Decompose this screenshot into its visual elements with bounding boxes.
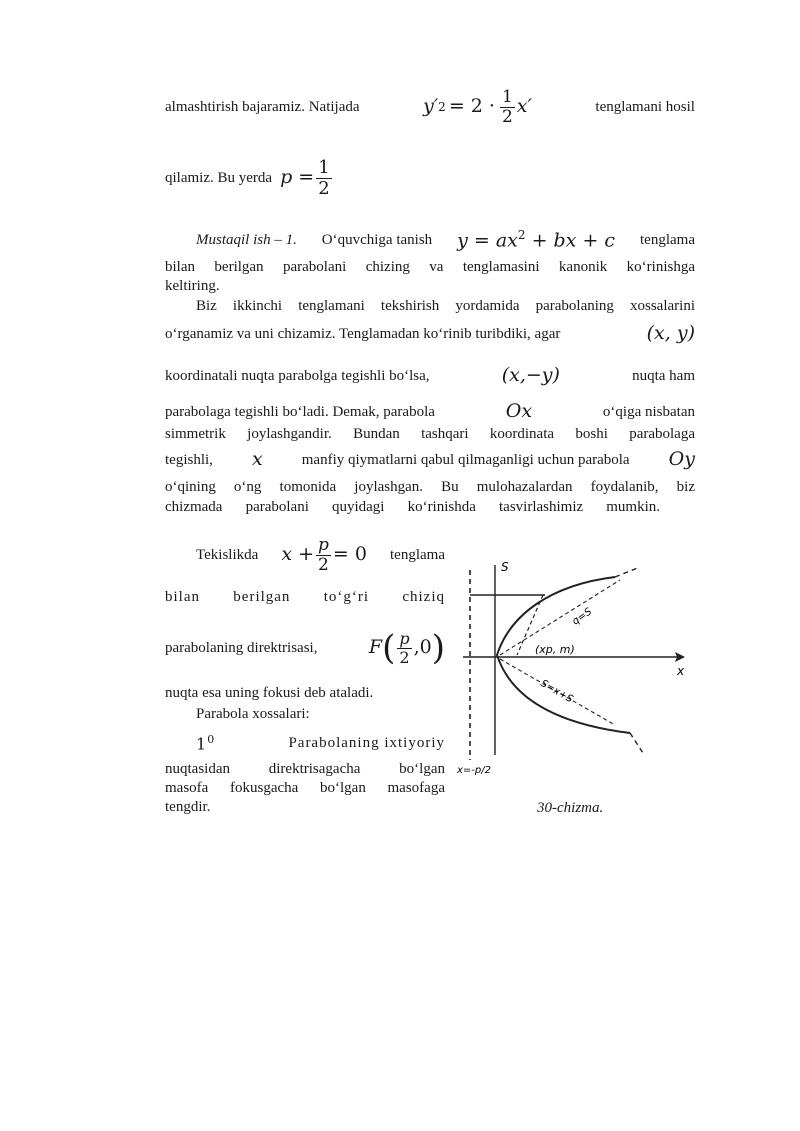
axis-oy: Oy [668,448,695,470]
property-number [196,733,215,754]
para2-line-2-text: o‘rganamiz va uni chizamiz. Tenglamadan ko‘rinib turibdiki, agar [165,325,561,342]
p-equation-lhs: p = [280,166,315,189]
focus-point [368,628,445,669]
axis-ox: Ox [505,400,533,422]
point-xy: (x, y) [646,322,695,344]
quad-eq-main: y = ax [457,229,518,252]
line-2 [165,158,334,199]
para2-line-1: Biz ikkinchi tenglamani tekshirish yordamida parabolaning xossalarini [196,298,695,314]
line-1-text-after: tenglamani hosil [595,98,695,115]
property-1-line-3: masofa fokusgacha bo‘lgan masofaga [165,780,445,796]
eq-fraction [500,88,515,126]
para2-line-4-text: parabolaga tegishli bo‘ladi. Demak, parabola [165,403,435,420]
p-frac-den: 2 [318,177,330,199]
mustaqil-label: Mustaqil ish – 1. [196,232,297,249]
directrix-frac-den: 2 [318,554,329,575]
focus-rest: ,0 [413,636,432,659]
parabola-dashed-extension-top [615,567,640,577]
quad-eq-exp: 2 [517,228,526,242]
para2-line-7: o‘qining o‘ng tomonida joylashgan. Bu mulohazalardan foydalanib, biz [165,479,695,495]
eq-exp: 2 [438,99,446,114]
parabola-dashed-extension-bottom [630,733,643,753]
para2-line-3 [165,364,695,388]
mustaqil-line-3: keltiring. [165,278,220,294]
line-1 [165,88,695,126]
para2-line-6 [165,448,695,472]
eq-frac-num: 1 [501,87,513,107]
para2-line-8: chizmada parabolani quyidagi ko‘rinishda tasvirlashimiz mumkin. [165,499,660,515]
mustaqil-line-1 [196,228,695,253]
directrix-fraction [316,536,331,574]
directrix-frac-num: p [318,535,329,555]
point-x-neg-y: (x,−y) [501,364,560,386]
left-line-4: nuqta esa uning fokusi deb ataladi. [165,685,374,701]
tek-text: Tekislikda [196,546,259,563]
label-x: x [677,664,685,678]
label-q: q=S [570,606,594,628]
focus-F: F [368,636,383,659]
para2-line-5: simmetrik joylashgandir. Bundan tashqari koordinata boshi parabolaga [165,426,695,442]
property-sup: 0 [207,733,216,746]
label-m: (xp, m) [535,643,575,656]
directrix-eq-lhs: x + [281,543,315,566]
eq-rhs: x′ [516,95,532,118]
line-1-text-before: almashtirish bajaramiz. Natijada [165,98,360,115]
focus-fraction [397,630,411,666]
para2-line-4 [165,400,695,424]
figure-caption: 30-chizma. [537,800,604,816]
equation-y-prime [423,88,532,126]
left-line-5: Parabola xossalari: [196,706,310,722]
quad-eq-rest: + bx + c [531,229,616,252]
label-directrix: x=-p/2 [457,765,491,776]
var-x: x [251,448,263,470]
directrix-equation [281,536,367,574]
focus-paren-close: ) [431,628,445,669]
para2-line-6-text-1: tegishli, [165,451,213,468]
focus-frac-num: p [399,629,410,648]
eq-lhs: y′ [423,95,439,118]
eq-frac-den: 2 [501,106,513,127]
label-s: S [501,560,509,574]
para2-line-3-text-1: koordinatali nuqta parabolga tegishli bo‘lsa, [165,367,430,384]
mustaqil-text-2: tenglama [640,232,695,249]
mustaqil-line-2: bilan berilgan parabolani chizing va tenglamasini kanonik ko‘rinishga [165,259,695,275]
focus-paren-open: ( [382,628,396,669]
p-fraction [316,158,331,199]
left-line-2: bilan berilgan to‘g‘ri chiziq [165,589,445,605]
para2-line-3-text-2: nuqta ham [632,367,695,384]
parabola-figure [455,555,700,785]
mustaqil-text-1: O‘quvchiga tanish [321,232,433,249]
property-num: 1 [196,734,208,754]
para2-line-2 [165,322,695,346]
property-1-text: Parabolaning ixtiyoriy [288,735,445,752]
property-1-line-2: nuqtasidan direktrisagacha bo‘lgan [165,761,445,777]
label-f: S=x+S [538,678,575,706]
left-line-3 [165,628,445,669]
tek-line [196,536,445,574]
property-1-line-4: tengdir. [165,799,211,815]
left-line-3-text: parabolaning direktrisasi, [165,639,318,656]
quadratic-equation [457,228,615,253]
para2-line-4-text-2: o‘qiga nisbatan [602,403,695,420]
para2-line-6-text-2: manfiy qiymatlarni qabul qilmaganligi uchun parabola [301,451,630,468]
line-2-text: qilamiz. Bu yerda [165,169,273,186]
directrix-eq-rhs: = 0 [332,543,367,566]
focus-frac-den: 2 [399,647,410,667]
tek-text-2: tenglama [390,546,445,563]
eq-mid: = 2 · [448,95,495,118]
property-1-line-1 [196,733,445,754]
p-frac-num: 1 [318,157,330,178]
